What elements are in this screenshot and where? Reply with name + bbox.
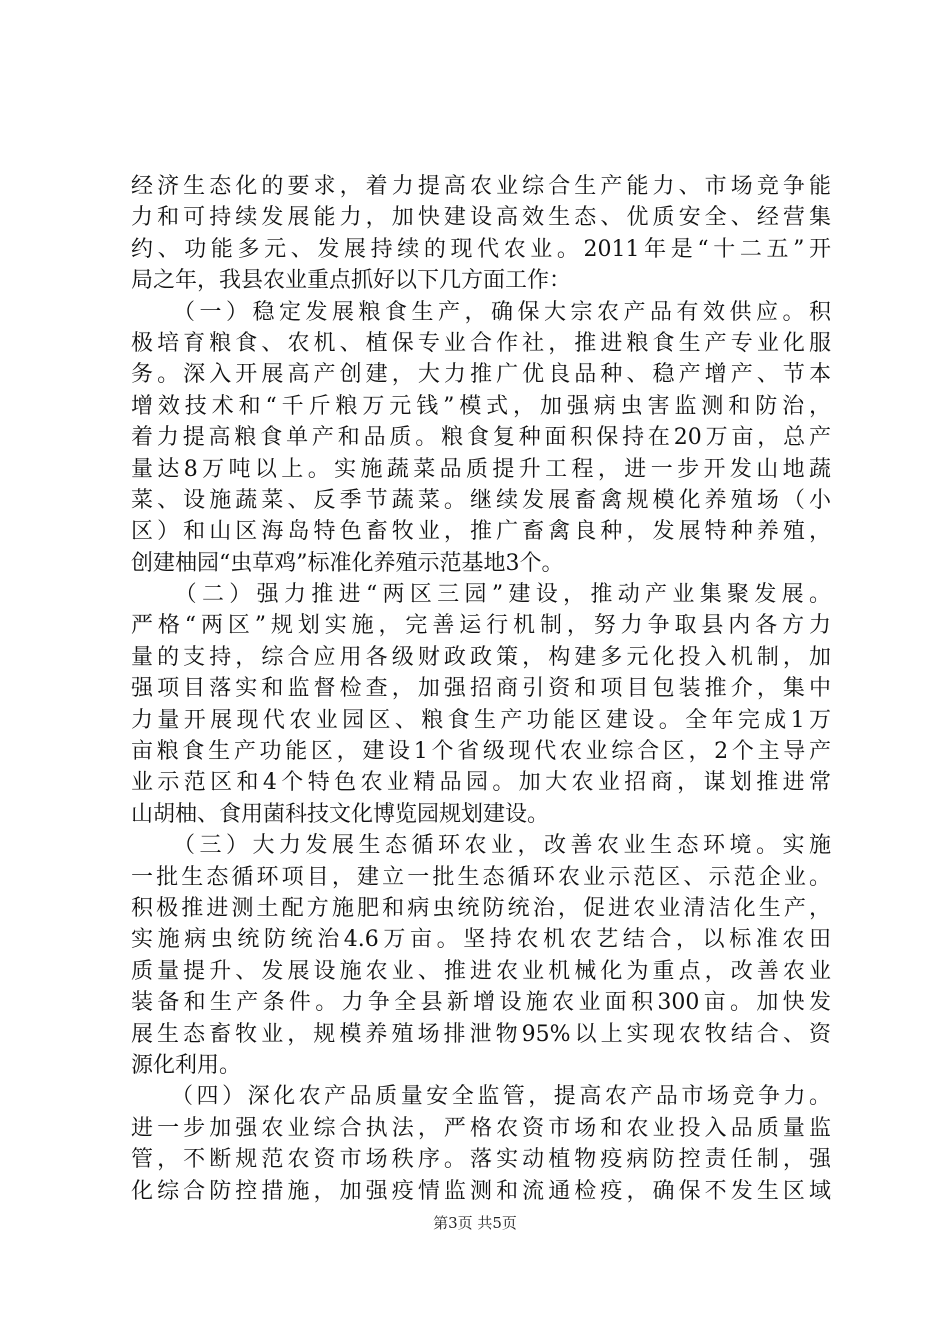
text-line: 进一步加强农业综合执法，严格农资市场和农业投入品质量监 [131, 1115, 831, 1141]
text-line: 量的支持，综合应用各级财政政策，构建多元化投入机制，加 [131, 644, 831, 670]
text-line: 量达8万吨以上。实施蔬菜品质提升工程，进一步开发山地蔬 [131, 456, 831, 482]
page-footer: 第3页 共5页 [433, 1214, 517, 1232]
text-line: 山胡柚、食用菌科技文化博览园规划建设。 [131, 801, 550, 827]
text-line: 强项目落实和监督检查，加强招商引资和项目包装推介，集中 [131, 676, 831, 702]
text-line: （二）强力推进“两区三园”建设，推动产业集聚发展。 [131, 582, 831, 608]
text-line: 一批生态循环项目，建立一批生态循环农业示范区、示范企业。 [131, 864, 831, 890]
text-line: （四）深化农产品质量安全监管，提高农产品市场竞争力。 [131, 1084, 831, 1110]
text-line: 菜、设施蔬菜、反季节蔬菜。继续发展畜禽规模化养殖场（小 [131, 487, 831, 513]
text-line: 管，不断规范农资市场秩序。落实动植物疫病防控责任制，强 [131, 1147, 831, 1173]
text-line: 业示范区和4个特色农业精品园。加大农业招商，谋划推进常 [131, 770, 831, 796]
text-line: 区）和山区海岛特色畜牧业，推广畜禽良种，发展特种养殖， [131, 519, 831, 545]
text-line: 源化利用。 [131, 1052, 242, 1078]
text-line: 增效技术和“千斤粮万元钱”模式，加强病虫害监测和防治， [131, 393, 831, 419]
text-line: 严格“两区”规划实施，完善运行机制，努力争取县内各方力 [131, 613, 831, 639]
text-line: 实施病虫统防统治4.6万亩。坚持农机农艺结合，以标准农田 [131, 927, 831, 953]
body-text [131, 171, 831, 1207]
text-line: 局之年，我县农业重点抓好以下几方面工作： [131, 268, 572, 294]
text-line: 展生态畜牧业，规模养殖场排泄物95%以上实现农牧结合、资 [131, 1021, 831, 1047]
text-line: 务。深入开展高产创建，大力推广优良品种、稳产增产、节本 [131, 362, 831, 388]
text-line: （一）稳定发展粮食生产，确保大宗农产品有效供应。积 [131, 299, 831, 325]
text-line: 约、功能多元、发展持续的现代农业。2011年是“十二五”开 [131, 236, 831, 262]
text-line: 力和可持续发展能力，加快建设高效生态、优质安全、经营集 [131, 205, 831, 231]
text-line: 创建柚园“虫草鸡”标准化养殖示范基地3个。 [131, 550, 564, 576]
text-line: 化综合防控措施，加强疫情监测和流通检疫，确保不发生区域 [131, 1178, 831, 1204]
text-line: 装备和生产条件。力争全县新增设施农业面积300亩。加快发 [131, 990, 831, 1016]
text-line: 质量提升、发展设施农业、推进农业机械化为重点，改善农业 [131, 958, 831, 984]
text-line: 经济生态化的要求，着力提高农业综合生产能力、市场竞争能 [131, 174, 831, 199]
text-line: 力量开展现代农业园区、粮食生产功能区建设。全年完成1万 [131, 707, 831, 733]
text-line: 积极推进测土配方施肥和病虫统防统治，促进农业清洁化生产， [131, 895, 831, 921]
text-line: 极培育粮食、农机、植保专业合作社，推进粮食生产专业化服 [131, 330, 831, 356]
text-line: 着力提高粮食单产和品质。粮食复种面积保持在20万亩，总产 [131, 425, 831, 451]
text-line: （三）大力发展生态循环农业，改善农业生态环境。实施 [131, 833, 831, 859]
text-line: 亩粮食生产功能区，建设1个省级现代农业综合区，2个主导产 [131, 739, 831, 765]
